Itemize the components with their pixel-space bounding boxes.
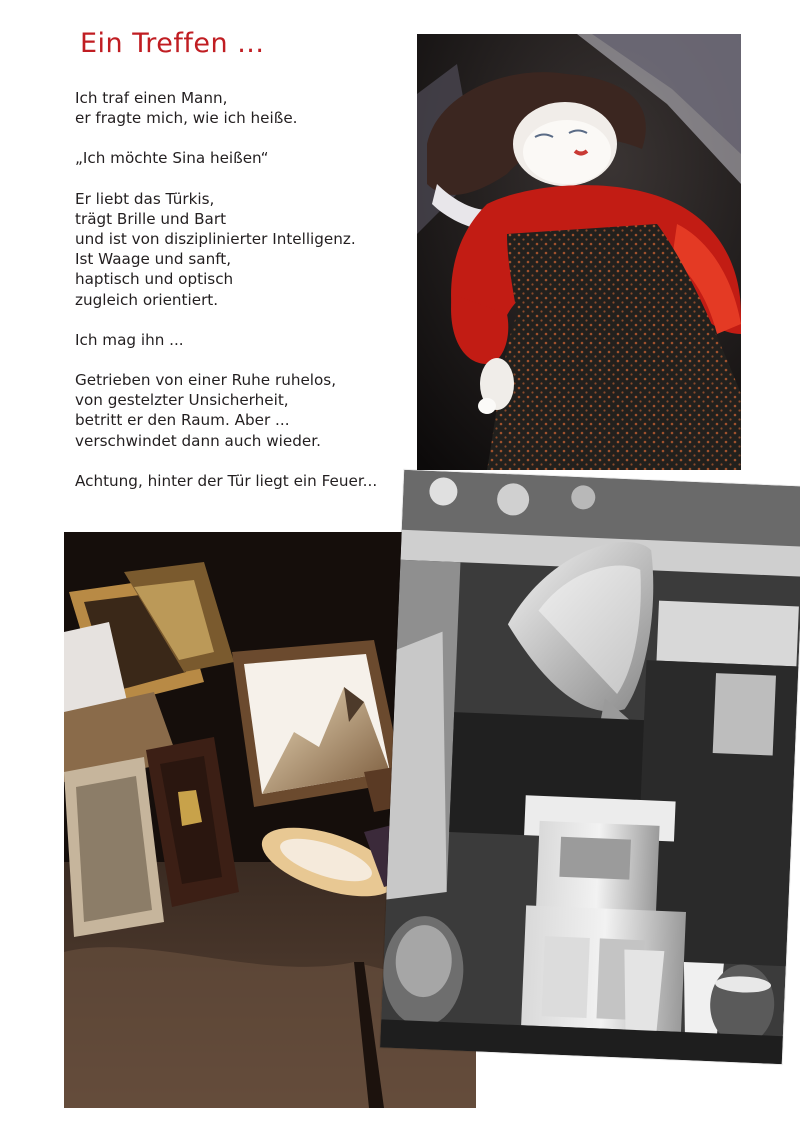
poem-line: „Ich möchte Sina heißen“: [75, 149, 269, 168]
poem-stanza: [75, 189, 415, 310]
poem-line: verschwindet dann auch wieder.: [75, 431, 321, 450]
poem-line: Ist Waage und sanft,: [75, 250, 232, 269]
gramophone-photo: [380, 470, 800, 1064]
poem-line: Er liebt das Türkis,: [75, 189, 215, 208]
poem-line: Achtung, hinter der Tür liegt ein Feuer...: [75, 471, 378, 490]
poem-stanza: [75, 88, 415, 128]
poem: [75, 88, 415, 511]
poem-line: er fragte mich, wie ich heiße.: [75, 109, 298, 128]
gramophone-photo-image: [380, 470, 800, 1064]
doll-photo-image: [417, 34, 741, 470]
poem-line: Ich traf einen Mann,: [75, 89, 228, 107]
page-title: Ein Treffen ...: [80, 28, 265, 59]
poem-stanza: [75, 471, 415, 491]
poem-stanza: [75, 148, 415, 168]
poem-line: zugleich orientiert.: [75, 290, 219, 309]
poem-line: von gestelzter Unsicherheit,: [75, 391, 289, 410]
poem-line: Getrieben von einer Ruhe ruhelos,: [75, 371, 337, 390]
poem-line: haptisch und optisch: [75, 270, 234, 289]
poem-line: trägt Brille und Bart: [75, 209, 227, 228]
poem-line: betritt er den Raum. Aber ...: [75, 411, 290, 430]
poem-line: Ich mag ihn ...: [75, 330, 184, 349]
poem-line: und ist von disziplinierter Intelligenz.: [75, 230, 356, 249]
doll-photo: [417, 34, 741, 470]
poem-stanza: [75, 370, 415, 451]
poem-stanza: [75, 330, 415, 350]
